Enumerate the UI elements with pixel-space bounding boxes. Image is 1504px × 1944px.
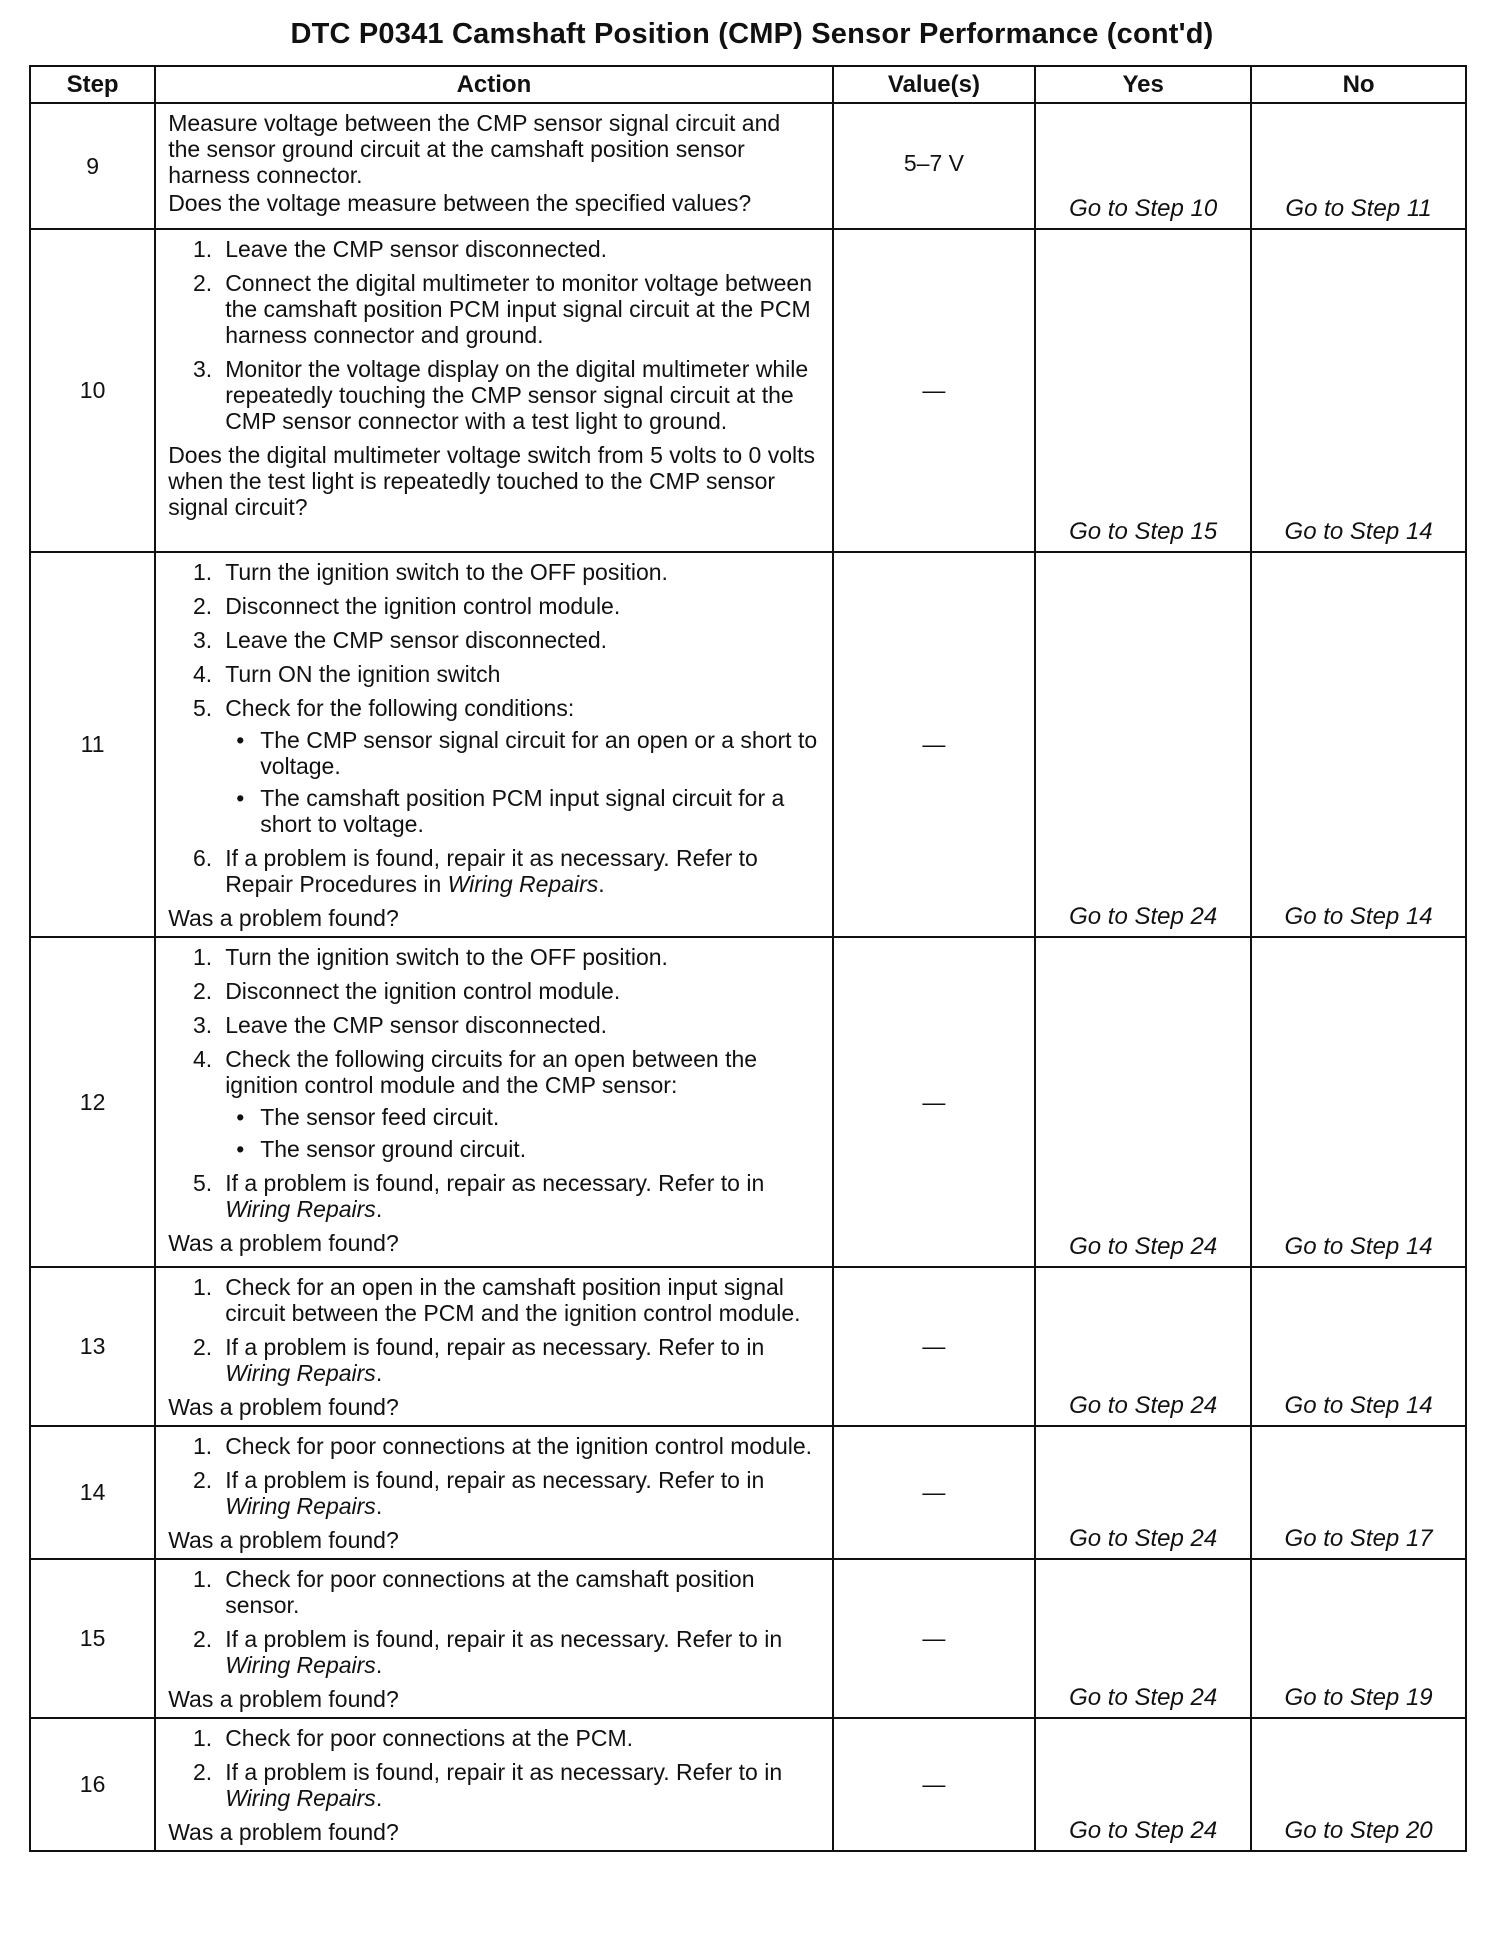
action-cell: [155, 229, 832, 552]
value-cell: —: [833, 552, 1036, 937]
item-number: 5.: [193, 1170, 213, 1196]
value-cell: —: [833, 1559, 1036, 1718]
item-text: Leave the CMP sensor disconnected.: [225, 1012, 608, 1038]
header-no: No: [1251, 66, 1466, 103]
header-action: Action: [155, 66, 832, 103]
no-result: Go to Step 20: [1251, 1718, 1466, 1851]
reference-link: Wiring Repairs: [225, 1785, 376, 1811]
item-number: 1.: [193, 1566, 213, 1592]
value-cell: —: [833, 1267, 1036, 1426]
item-text: Leave the CMP sensor disconnected.: [225, 627, 608, 653]
action-list: [168, 559, 817, 897]
bullet-text: The sensor feed circuit.: [260, 1104, 500, 1130]
no-result: Go to Step 17: [1251, 1426, 1466, 1559]
item-number: 1.: [193, 1725, 213, 1751]
reference-link: Wiring Repairs: [225, 1360, 376, 1386]
action-list-item: [168, 661, 817, 687]
item-number: 1.: [193, 944, 213, 970]
item-number: 2.: [193, 1334, 213, 1360]
reference-link: Wiring Repairs: [225, 1652, 376, 1678]
action-list-item: [168, 1012, 817, 1038]
action-list-item: [168, 1725, 817, 1751]
no-result: Go to Step 14: [1251, 552, 1466, 937]
step-number: 14: [30, 1426, 155, 1559]
item-text: Turn ON the ignition switch: [225, 661, 501, 687]
yes-result: Go to Step 24: [1035, 1426, 1251, 1559]
action-question: Was a problem found?: [168, 1819, 399, 1845]
action-cell: [155, 1426, 832, 1559]
header-step: Step: [30, 66, 155, 103]
table-row: [30, 937, 1466, 1267]
item-number: 1.: [193, 1274, 213, 1300]
action-cell: [155, 1559, 832, 1718]
action-list-item: [168, 845, 817, 897]
value-cell: —: [833, 1426, 1036, 1559]
step-number: 16: [30, 1718, 155, 1851]
bullet-item: [225, 1104, 817, 1130]
item-number: 3.: [193, 356, 213, 382]
item-number: 6.: [193, 845, 213, 871]
no-result: Go to Step 11: [1251, 103, 1466, 229]
action-list-item: [168, 695, 817, 837]
action-list-item: [168, 1566, 817, 1618]
item-text: If a problem is found, repair it as necessary. Refer to in: [225, 1626, 783, 1652]
action-question: Does the digital multimeter voltage switch from 5 volts to 0 volts when the test light is repeatedly touched to the CMP sensor signal circuit?: [168, 442, 816, 520]
item-text: Turn the ignition switch to the OFF position.: [225, 559, 668, 585]
yes-result: Go to Step 24: [1035, 552, 1251, 937]
step-number: 11: [30, 552, 155, 937]
action-cell: [155, 103, 832, 229]
action-list-item: [168, 627, 817, 653]
bullet-icon: •: [236, 727, 245, 753]
table-header-row: [30, 66, 1466, 103]
action-question: Was a problem found?: [168, 905, 399, 931]
action-list-item: [168, 1433, 817, 1459]
item-text: If a problem is found, repair as necessary. Refer to in: [225, 1170, 765, 1196]
action-cell: [155, 1267, 832, 1426]
item-text: Check for an open in the camshaft position input signal circuit between the PCM and the ignition control module.: [225, 1274, 801, 1326]
item-number: 2.: [193, 593, 213, 619]
step-number: 12: [30, 937, 155, 1267]
bullet-icon: •: [236, 1104, 245, 1130]
yes-result: Go to Step 15: [1035, 229, 1251, 552]
action-list-item: [168, 1467, 817, 1519]
item-text: Monitor the voltage display on the digital multimeter while repeatedly touching the CMP sensor signal circuit at the CMP sensor connector with a test light to ground.: [225, 356, 809, 434]
reference-link: Wiring Repairs: [447, 871, 599, 897]
action-list-item: [168, 1274, 817, 1326]
table-row: [30, 229, 1466, 552]
no-result: Go to Step 19: [1251, 1559, 1466, 1718]
item-number: 3.: [193, 627, 213, 653]
table-row: [30, 1559, 1466, 1718]
item-text-end: .: [375, 1652, 383, 1678]
item-text-end: .: [598, 871, 605, 897]
item-text: If a problem is found, repair it as necessary. Refer to Repair Procedures in: [225, 845, 758, 897]
item-number: 2.: [193, 978, 213, 1004]
header-values: Value(s): [833, 66, 1036, 103]
item-text: Check for poor connections at the PCM.: [225, 1725, 633, 1751]
item-number: 3.: [193, 1012, 213, 1038]
item-number: 1.: [193, 1433, 213, 1459]
step-number: 10: [30, 229, 155, 552]
no-result: Go to Step 14: [1251, 229, 1466, 552]
yes-result: Go to Step 24: [1035, 1559, 1251, 1718]
header-yes: Yes: [1035, 66, 1251, 103]
value-cell: —: [833, 1718, 1036, 1851]
value-cell: 5–7 V: [833, 103, 1036, 229]
table-body: [30, 103, 1466, 1851]
value-cell: —: [833, 937, 1036, 1267]
table-row: [30, 1426, 1466, 1559]
item-number: 1.: [193, 236, 213, 262]
item-text: Check for the following conditions:: [225, 695, 575, 721]
table-row: [30, 1718, 1466, 1851]
action-question: Was a problem found?: [168, 1230, 399, 1256]
item-number: 4.: [193, 1046, 213, 1072]
item-number: 2.: [193, 1467, 213, 1493]
item-text: Turn the ignition switch to the OFF position.: [225, 944, 668, 970]
item-number: 2.: [193, 1626, 213, 1652]
step-number: 9: [30, 103, 155, 229]
table-row: [30, 103, 1466, 229]
item-text: Disconnect the ignition control module.: [225, 978, 621, 1004]
table-row: [30, 552, 1466, 937]
item-text: Check for poor connections at the camshaft position sensor.: [225, 1566, 755, 1618]
action-list-item: [168, 1046, 817, 1162]
no-result: Go to Step 14: [1251, 937, 1466, 1267]
bullet-text: The camshaft position PCM input signal circuit for a short to voltage.: [260, 785, 785, 837]
action-question: Does the voltage measure between the specified values?: [168, 190, 752, 216]
item-number: 5.: [193, 695, 213, 721]
yes-result: Go to Step 24: [1035, 1718, 1251, 1851]
action-list-item: [168, 270, 817, 348]
item-text-end: .: [375, 1360, 383, 1386]
yes-result: Go to Step 10: [1035, 103, 1251, 229]
bullet-list: [225, 1104, 817, 1162]
yes-result: Go to Step 24: [1035, 937, 1251, 1267]
action-list-item: [168, 1170, 817, 1222]
item-text: Check the following circuits for an open between the ignition control module and the CMP sensor:: [225, 1046, 758, 1098]
item-text: If a problem is found, repair as necessary. Refer to in: [225, 1467, 765, 1493]
bullet-item: [225, 727, 817, 779]
item-text: Connect the digital multimeter to monitor voltage between the camshaft position PCM input signal circuit at the PCM harness connector and ground.: [225, 270, 813, 348]
action-list: [168, 1725, 817, 1811]
bullet-item: [225, 1136, 817, 1162]
item-number: 4.: [193, 661, 213, 687]
reference-link: Wiring Repairs: [225, 1493, 376, 1519]
action-list-item: [168, 236, 817, 262]
diagnostic-table: [29, 65, 1467, 1852]
item-text: Disconnect the ignition control module.: [225, 593, 621, 619]
item-number: 2.: [193, 270, 213, 296]
action-question: Was a problem found?: [168, 1686, 399, 1712]
step-number: 15: [30, 1559, 155, 1718]
action-cell: [155, 937, 832, 1267]
value-cell: —: [833, 229, 1036, 552]
action-list-item: [168, 1759, 817, 1811]
action-list-item: [168, 593, 817, 619]
action-list: [168, 1433, 817, 1519]
action-list: [168, 944, 817, 1222]
action-list-item: [168, 1626, 817, 1678]
bullet-icon: •: [236, 785, 245, 811]
no-result: Go to Step 14: [1251, 1267, 1466, 1426]
item-text: Check for poor connections at the ignition control module.: [225, 1433, 813, 1459]
action-list-item: [168, 944, 817, 970]
reference-link: Wiring Repairs: [225, 1196, 376, 1222]
item-text-end: .: [375, 1196, 383, 1222]
item-text-end: .: [375, 1785, 383, 1811]
action-list-item: [168, 559, 817, 585]
page-title: DTC P0341 Camshaft Position (CMP) Sensor Performance (cont'd): [290, 18, 1214, 50]
item-text: Leave the CMP sensor disconnected.: [225, 236, 608, 262]
action-list-item: [168, 356, 817, 434]
item-text-end: .: [375, 1493, 383, 1519]
bullet-text: The CMP sensor signal circuit for an open or a short to voltage.: [260, 727, 818, 779]
action-list: [168, 1274, 817, 1386]
action-question: Was a problem found?: [168, 1527, 399, 1553]
step-number: 13: [30, 1267, 155, 1426]
action-list: [168, 1566, 817, 1678]
action-list-item: [168, 978, 817, 1004]
action-question: Was a problem found?: [168, 1394, 399, 1420]
action-cell: [155, 1718, 832, 1851]
bullet-item: [225, 785, 817, 837]
bullet-icon: •: [236, 1136, 245, 1162]
item-text: If a problem is found, repair as necessary. Refer to in: [225, 1334, 765, 1360]
action-list-item: [168, 1334, 817, 1386]
action-list: [168, 236, 817, 434]
bullet-text: The sensor ground circuit.: [260, 1136, 527, 1162]
action-cell: [155, 552, 832, 937]
bullet-list: [225, 727, 817, 837]
table-row: [30, 1267, 1466, 1426]
yes-result: Go to Step 24: [1035, 1267, 1251, 1426]
item-text: If a problem is found, repair it as necessary. Refer to in: [225, 1759, 783, 1785]
action-intro: Measure voltage between the CMP sensor signal circuit and the sensor ground circuit at the camshaft position sensor harness connector.: [168, 110, 781, 188]
item-number: 1.: [193, 559, 213, 585]
item-number: 2.: [193, 1759, 213, 1785]
